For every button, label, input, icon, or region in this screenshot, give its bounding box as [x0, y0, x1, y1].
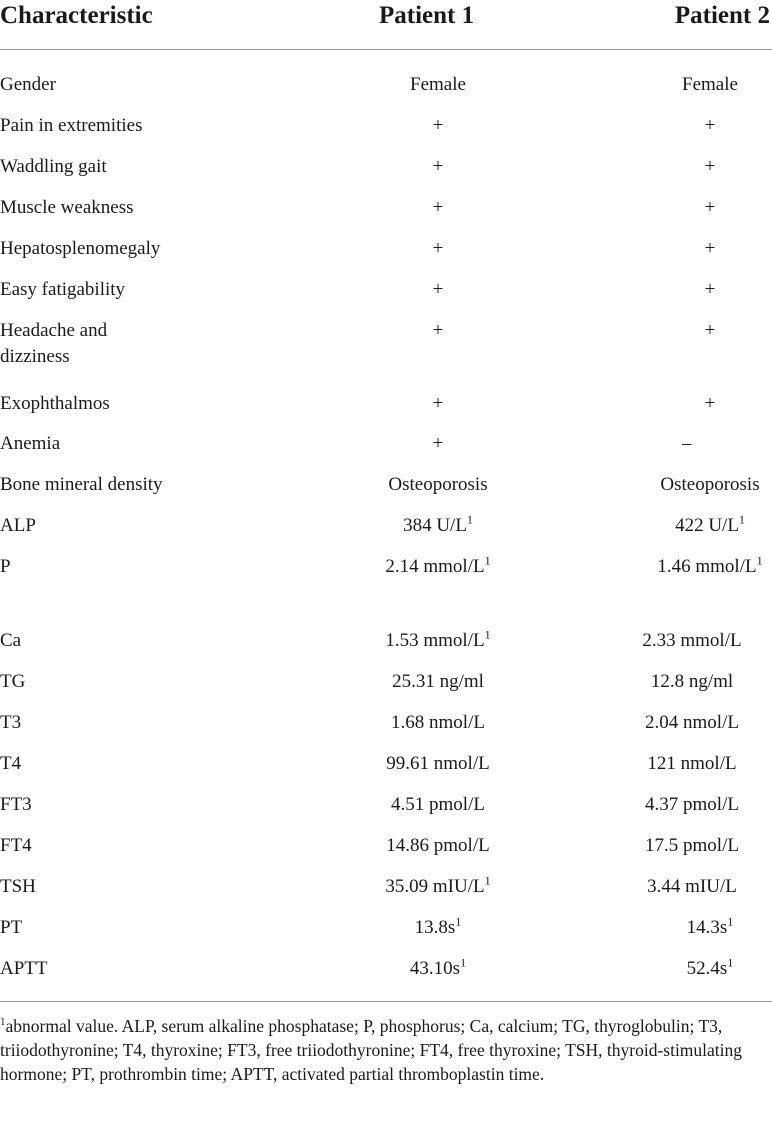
patient-2-value: 2.04 nmol/L: [645, 712, 739, 733]
column-header-patient-1: Patient 1: [379, 2, 475, 29]
patient-2-value: +: [704, 279, 716, 300]
footnote-text: abnormal value. ALP, serum alkaline phosphatase; P, phosphorus; Ca, calcium; TG, thyroglobulin; T3, triiodothyronine; T4, thyroxine; FT3, free triiodothyronine; FT4, free thyroxine; TSH, thyroid-stimulating hormone; PT, prothrombin time; APTT, activated partial thromboplastin time.: [0, 1016, 743, 1084]
patient-1-value: +: [432, 320, 444, 341]
patient-2-value: 12.8 ng/ml: [650, 671, 734, 692]
patient-2-value: Female: [682, 74, 738, 95]
abnormal-marker: 1: [738, 512, 745, 527]
abnormal-marker: 1: [727, 914, 734, 929]
patient-1-value: 1.53 mmol/$L^1$: [385, 627, 491, 651]
patient-1-value: 14.86 pmol/L: [386, 835, 490, 856]
patient-1-value: 99.61 nmol/L: [386, 753, 490, 774]
patient-2-value: +: [704, 156, 716, 177]
row-label: TG: [0, 671, 26, 692]
patient-2-value: 17.5 pmol/L: [645, 835, 739, 856]
patient-2-value: +: [704, 320, 716, 341]
row-label: Pain in extremities: [0, 115, 143, 136]
abnormal-marker: 1: [484, 553, 491, 568]
row-label: T3: [0, 712, 22, 733]
patient-2-value: 121 nmol/L: [647, 753, 737, 774]
row-label: Headache and dizziness: [0, 320, 108, 367]
patient-1-value: 1.68 nmol/L: [391, 712, 485, 733]
abnormal-marker: 1: [484, 627, 491, 642]
row-label: Muscle weakness: [0, 197, 134, 218]
abnormal-marker: 1: [455, 914, 462, 929]
abnormal-marker: 1: [727, 955, 734, 970]
row-label: Gender: [0, 74, 56, 95]
abnormal-marker: 1: [466, 512, 473, 527]
column-header-characteristic: Characteristic: [0, 2, 153, 29]
patient-2-value: +: [704, 238, 716, 259]
patient-1-value: +: [432, 393, 444, 414]
footnote-marker: 1: [0, 1016, 6, 1029]
column-header-patient-2: Patient 2: [674, 2, 770, 29]
patient-1-value: +: [432, 156, 444, 177]
patient-2-value: 1.46 mmol/$L^1$: [657, 553, 763, 577]
header-divider: [0, 49, 772, 50]
row-label: P: [0, 556, 11, 577]
row-label: Hepatosplenomegaly: [0, 238, 161, 259]
row-label: TSH: [0, 876, 36, 897]
patient-1-value: +: [432, 115, 444, 136]
abnormal-marker: 1: [484, 873, 491, 888]
patient-1-value: +: [432, 279, 444, 300]
row-label: T4: [0, 753, 22, 774]
patient-2-value: +: [704, 115, 716, 136]
footer-divider: [0, 1001, 772, 1002]
patient-2-value: 422 $U/L^1$: [675, 512, 745, 536]
row-label: Anemia: [0, 433, 61, 454]
patient-2-value: +: [704, 393, 716, 414]
row-label: Waddling gait: [0, 156, 107, 177]
patient-2-value: 3.44 mIU/L: [647, 876, 737, 897]
row-label: Easy fatigability: [0, 279, 126, 300]
patient-1-value: Osteoporosis: [388, 474, 488, 495]
row-label: Ca: [0, 630, 22, 651]
patient-1-value: $13.8s^1$: [414, 914, 462, 938]
patient-1-value: 25.31 ng/ml: [392, 671, 484, 692]
table-footnote: [0, 1014, 772, 1086]
patient-2-value: 4.37 pmol/L: [645, 794, 739, 815]
row-label: FT3: [0, 794, 32, 815]
patient-2-value: $52.4s^1$: [686, 955, 734, 979]
patient-1-value: 384 $U/L^1$: [403, 512, 473, 536]
row-label: APTT: [0, 958, 48, 979]
row-label: FT4: [0, 835, 32, 856]
patient-2-value: –: [682, 433, 692, 454]
abnormal-marker: 1: [460, 955, 467, 970]
patient-1-value: +: [432, 433, 444, 454]
patient-1-value: $43.10s^1$: [409, 955, 467, 979]
patient-2-value: +: [704, 197, 716, 218]
patient-1-value: 2.14 mmol/$L^1$: [385, 553, 491, 577]
row-label: Bone mineral density: [0, 474, 163, 495]
patient-1-value: +: [432, 238, 444, 259]
patient-2-value: 2.33 mmol/L: [642, 630, 742, 651]
row-label: ALP: [0, 515, 36, 536]
row-label: Exophthalmos: [0, 393, 110, 414]
patient-1-value: +: [432, 197, 444, 218]
patient-2-value: $14.3s^1$: [686, 914, 734, 938]
patient-1-value: 4.51 pmol/L: [391, 794, 485, 815]
patient-2-value: Osteoporosis: [660, 474, 760, 495]
row-label: PT: [0, 917, 23, 938]
patient-1-value: Female: [410, 74, 466, 95]
abnormal-marker: 1: [756, 553, 763, 568]
patient-1-value: 35.09 mIU/$L^1$: [385, 873, 491, 897]
